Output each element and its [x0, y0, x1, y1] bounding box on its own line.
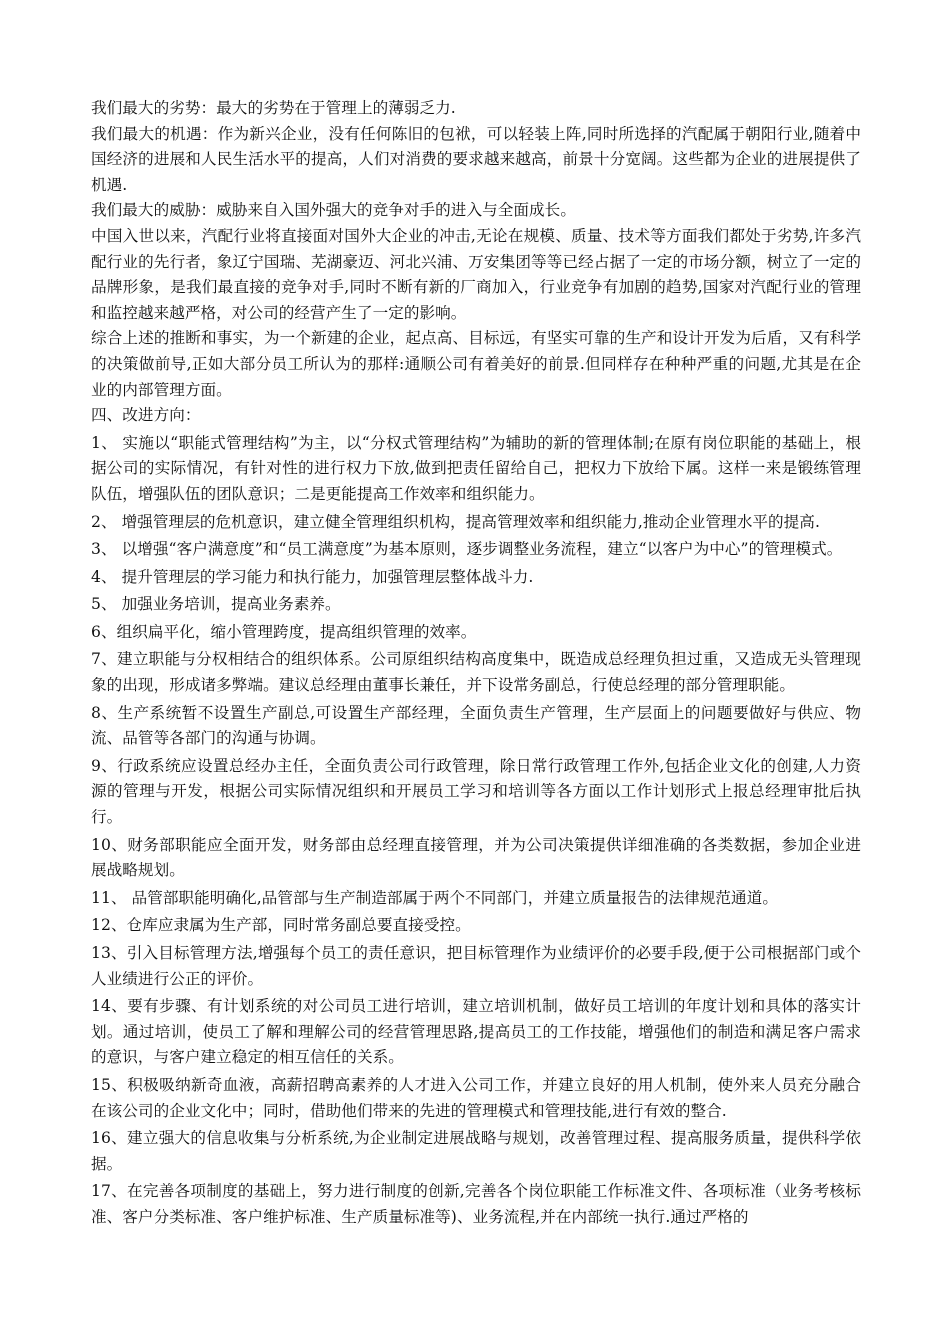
paragraph-weakness: 我们最大的劣势：最大的劣势在于管理上的薄弱乏力. [91, 99, 456, 117]
list-item-2: 2、 增强管理层的危机意识，建立健全管理组织机构，提高管理效率和组织能力,推动企业管理水平的提高. [91, 512, 820, 531]
list-item-1: 1、 实施以“职能式管理结构”为主，以“分权式管理结构”为辅助的新的管理体制;在原有岗位职能的基础上，根据公司的实际情况，有针对性的进行权力下放,做到把责任留给自己，把权力下放给下属。这样一来是锻练管理队伍，增强队伍的团队意识；二是更能提高工作效率和组织能力。 [91, 433, 861, 503]
list-item-3: 3、 以增强“客户满意度”和“员工满意度”为基本原则，逐步调整业务流程，建立“以客户为中心”的管理模式。 [91, 540, 843, 559]
list-item-9: 9、行政系统应设置总经办主任，全面负责公司行政管理，除日常行政管理工作外,包括企业文化的创建,人力资源的管理与开发，根据公司实际情况组织和开展员工学习和培训等各方面以工作计划形式上报总经理审批后执行。 [91, 756, 861, 827]
section-heading: 四、改进方向： [91, 406, 201, 425]
list-item-13: 13、引入目标管理方法,增强每个员工的责任意识，把目标管理作为业绩评价的必要手段,便于公司根据部门或个人业绩进行公正的评价。 [91, 944, 861, 988]
list-item-6: 6、组织扁平化，缩小管理跨度，提高组织管理的效率。 [91, 622, 477, 641]
document-body [91, 96, 861, 1231]
list-item-16: 16、建立强大的信息收集与分析系统,为企业制定进展战略与规划，改善管理过程、提高服务质量，提供科学依据。 [91, 1129, 861, 1173]
list-item-7: 7、建立职能与分权相结合的组织体系。公司原组织结构高度集中，既造成总经理负担过重，又造成无头管理现象的出现，形成诸多弊端。建议总经理由董事长兼任，并下设常务副总，行使总经理的部分管理职能。 [91, 650, 861, 695]
list-item-11: 11、 品管部职能明确化,品管部与生产制造部属于两个不同部门，并建立质量报告的法律规范通道。 [91, 888, 778, 907]
list-item-4: 4、 提升管理层的学习能力和执行能力，加强管理层整体战斗力. [91, 567, 534, 586]
list-item-15: 15、积极吸纳新奇血液，高薪招聘高素养的人才进入公司工作，并建立良好的用人机制，使外来人员充分融合在该公司的企业文化中；同时，借助他们带来的先进的管理模式和管理技能,进行有效的整合. [91, 1075, 861, 1120]
list-item-14: 14、要有步骤、有计划系统的对公司员工进行培训，建立培训机制，做好员工培训的年度计划和具体的落实计划。通过培训，使员工了解和理解公司的经营管理思路,提高员工的工作技能，增强他们的制造和满足客户需求的意识，与客户建立稳定的相互信任的关系。 [91, 997, 861, 1067]
paragraph-industry: 中国入世以来，汽配行业将直接面对国外大企业的冲击,无论在规模、质量、技术等方面我们都处于劣势,许多汽配行业的先行者，象辽宁国瑞、芜湖豪迈、河北兴浦、万安集团等等已经占据了一定的市场分额，树立了一定的品牌形象，是我们最直接的竞争对手,同时不断有新的厂商加入，行业竞争有加剧的趋势,国家对汽配行业的管理和监控越来越严格，对公司的经营产生了一定的影响。 [91, 226, 861, 322]
list-item-17: 17、在完善各项制度的基础上，努力进行制度的创新,完善各个岗位职能工作标准文件、各项标准（业务考核标准、客户分类标准、客户维护标准、生产质量标准等)、业务流程,并在内部统一执行.通过严格的 [91, 1182, 861, 1226]
paragraph-summary: 综合上述的推断和事实，为一个新建的企业，起点高、目标远，有坚实可靠的生产和设计开发为后盾，又有科学的决策做前导,正如大部分员工所认为的那样:通顺公司有着美好的前景.但同样存在种种严重的问题,尤其是在企业的内部管理方面。 [91, 329, 861, 399]
list-item-12: 12、仓库应隶属为生产部，同时常务副总要直接受控。 [91, 916, 471, 935]
list-item-5: 5、 加强业务培训，提高业务素养。 [91, 595, 341, 614]
paragraph-threat: 我们最大的威胁：威胁来自入国外强大的竞争对手的进入与全面成长。 [91, 201, 576, 220]
list-item-8: 8、生产系统暂不设置生产副总,可设置生产部经理，全面负责生产管理，生产层面上的问题要做好与供应、物流、品管等各部门的沟通与协调。 [91, 703, 862, 748]
list-item-10: 10、财务部职能应全面开发，财务部由总经理直接管理，并为公司决策提供详细准确的各类数据，参加企业进展战略规划。 [91, 835, 861, 880]
paragraph-opportunity: 我们最大的机遇：作为新兴企业，没有任何陈旧的包袱，可以轻装上阵,同时所选择的汽配属于朝阳行业,随着中国经济的进展和人民生活水平的提高，人们对消费的要求越来越高，前景十分宽阔。这些都为企业的进展提供了机遇. [91, 124, 861, 194]
